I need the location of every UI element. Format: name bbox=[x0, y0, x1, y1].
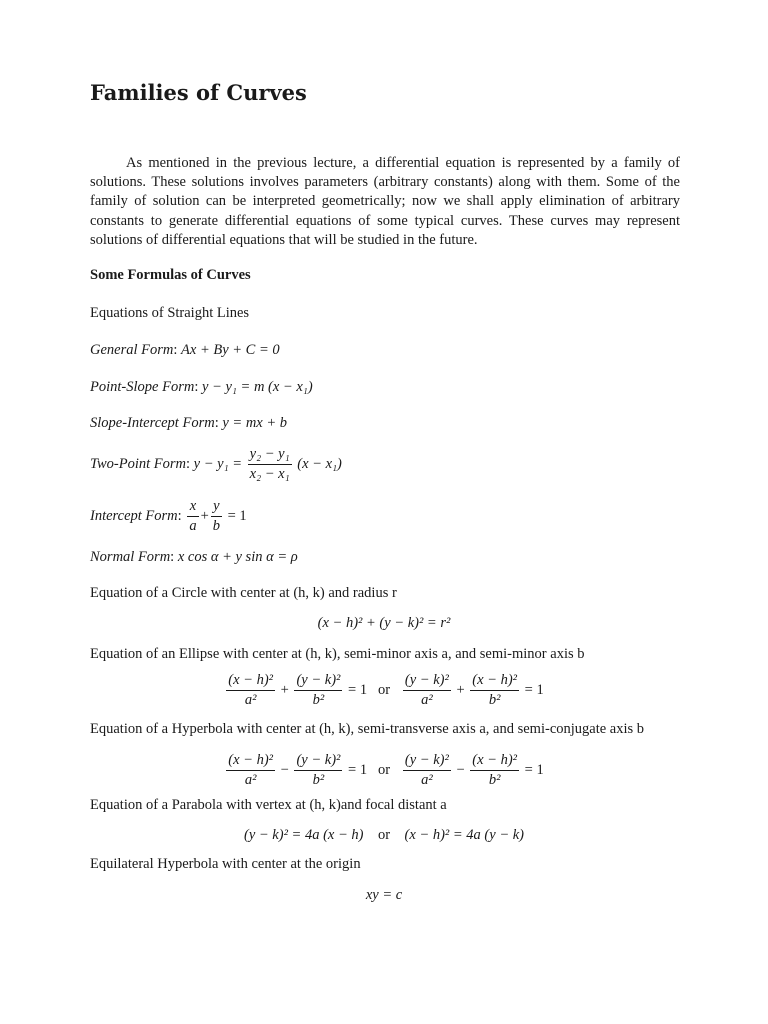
general-form-equation: Ax + By + C = 0 bbox=[181, 342, 280, 358]
fraction-numerator: (x − h)² bbox=[470, 752, 519, 771]
equilateral-hyperbola-label: Equilateral Hyperbola with center at the origin bbox=[90, 856, 361, 872]
point-slope-form-equation: y − y₁ = m (x − x₁) bbox=[201, 379, 313, 395]
point-slope-form: Point-Slope Form: y − y₁ = m (x − x₁) bbox=[90, 379, 313, 395]
fraction-denominator: x₂ − x₁ bbox=[249, 466, 290, 482]
point-slope-form-name: Point-Slope Form bbox=[90, 379, 195, 395]
fraction-numerator: (x − h)² bbox=[226, 752, 275, 771]
fraction-numerator: (x − h)² bbox=[226, 672, 275, 691]
ellipse-frac-4 bbox=[470, 672, 519, 709]
section-heading: Some Formulas of Curves bbox=[90, 267, 251, 283]
intercept-form-rhs: = 1 bbox=[227, 507, 247, 524]
two-point-form-fraction bbox=[248, 446, 292, 483]
fraction-denominator: a² bbox=[244, 772, 257, 788]
ellipse-frac-2 bbox=[294, 672, 342, 709]
ellipse-equation bbox=[0, 672, 768, 709]
hyperbola-frac-2 bbox=[294, 752, 342, 789]
fraction-denominator: b² bbox=[488, 692, 501, 708]
normal-form: Normal Form: x cos α + y sin α = ρ bbox=[90, 549, 298, 565]
intercept-fraction-x bbox=[187, 498, 198, 535]
hyperbola-label: Equation of a Hyperbola with center at (h, k), semi-transverse axis a, and semi-conjugate axis b bbox=[90, 721, 645, 737]
intercept-form-name: Intercept Form bbox=[90, 507, 178, 524]
fraction-denominator: b² bbox=[312, 692, 325, 708]
fraction-numerator: y₂ − y₁ bbox=[248, 446, 292, 465]
normal-form-name: Normal Form bbox=[90, 549, 171, 565]
fraction-numerator: (y − k)² bbox=[403, 752, 451, 771]
fraction-denominator: b bbox=[212, 518, 220, 534]
fraction-denominator: b² bbox=[312, 772, 325, 788]
slope-intercept-form-name: Slope-Intercept Form bbox=[90, 415, 215, 431]
parabola-label: Equation of a Parabola with vertex at (h, k)and focal distant a bbox=[90, 797, 447, 813]
intercept-form: Intercept Form: $\frac{x}{a}$ + $\frac{y}{b}$ = 1 bbox=[90, 498, 247, 534]
or-word: or bbox=[377, 761, 391, 778]
hyperbola-frac-3 bbox=[403, 752, 451, 789]
fraction-denominator: a² bbox=[244, 692, 257, 708]
parabola-equation-1: (y − k)² = 4a (x − h) bbox=[244, 827, 364, 843]
fraction-numerator: (x − h)² bbox=[470, 672, 519, 691]
parabola-equation-2: (x − h)² = 4a (y − k) bbox=[404, 827, 524, 843]
hyperbola-frac-1 bbox=[226, 752, 275, 789]
fraction-denominator: a² bbox=[421, 692, 433, 708]
two-point-form-lhs: y − y₁ = bbox=[193, 455, 243, 472]
straight-lines-label: Equations of Straight Lines bbox=[90, 305, 250, 321]
page-title: Families of Curves bbox=[90, 80, 307, 105]
fraction-denominator: a bbox=[189, 518, 197, 534]
two-point-form: Two-Point Form: y − y₁ = $\frac{\text{y₂ − y₁}}{\text{x₂ − x₁}}$ (x − x₁) bbox=[90, 446, 342, 482]
operator: + bbox=[280, 681, 289, 698]
two-point-form-rhs: (x − x₁) bbox=[297, 455, 342, 472]
ellipse-label: Equation of an Ellipse with center at (h, k), semi-minor axis a, and semi-minor axis b bbox=[90, 646, 585, 662]
parabola-equation bbox=[0, 826, 768, 845]
equals-one: = 1 bbox=[524, 761, 544, 778]
two-point-form-name: Two-Point Form bbox=[90, 455, 186, 472]
equals-one: = 1 bbox=[348, 761, 368, 778]
fraction-numerator: (y − k)² bbox=[294, 752, 342, 771]
equals-one: = 1 bbox=[348, 681, 368, 698]
equals-one: = 1 bbox=[524, 681, 544, 698]
or-word: or bbox=[377, 827, 391, 843]
fraction-denominator: a² bbox=[421, 772, 433, 788]
general-form: General Form: Ax + By + C = 0 bbox=[90, 342, 280, 358]
equilateral-hyperbola-equation: xy = c bbox=[365, 887, 403, 903]
operator: − bbox=[456, 761, 465, 778]
fraction-numerator: x bbox=[187, 498, 198, 517]
circle-label: Equation of a Circle with center at (h, k) and radius r bbox=[90, 585, 397, 601]
fraction-numerator: (y − k)² bbox=[403, 672, 451, 691]
general-form-name: General Form bbox=[90, 342, 174, 358]
slope-intercept-form-equation: y = mx + b bbox=[222, 415, 288, 431]
intercept-fraction-y bbox=[211, 498, 222, 535]
operator: + bbox=[456, 681, 465, 698]
normal-form-equation: x cos α + y sin α = ρ bbox=[177, 549, 298, 565]
intro-paragraph: As mentioned in the previous lecture, a differential equation is represented by a family of solutions. These solutions involves parameters (arbitrary constants) along with them. Some of the family of solution can be interpreted geometrically; now we shall apply elimination of arbitrary constants to generate differential equations of some typical curves. These curves may represent solutions of differential equations that will be studied in the future. bbox=[90, 155, 680, 248]
hyperbola-equation bbox=[0, 752, 768, 789]
circle-equation: (x − h)² + (y − k)² = r² bbox=[317, 615, 451, 631]
fraction-denominator: b² bbox=[488, 772, 501, 788]
fraction-numerator: (y − k)² bbox=[294, 672, 342, 691]
or-word: or bbox=[377, 681, 391, 698]
hyperbola-frac-4 bbox=[470, 752, 519, 789]
slope-intercept-form: Slope-Intercept Form: y = mx + b bbox=[90, 415, 288, 431]
ellipse-frac-1 bbox=[226, 672, 275, 709]
ellipse-frac-3 bbox=[403, 672, 451, 709]
fraction-numerator: y bbox=[211, 498, 222, 517]
operator: − bbox=[280, 761, 289, 778]
